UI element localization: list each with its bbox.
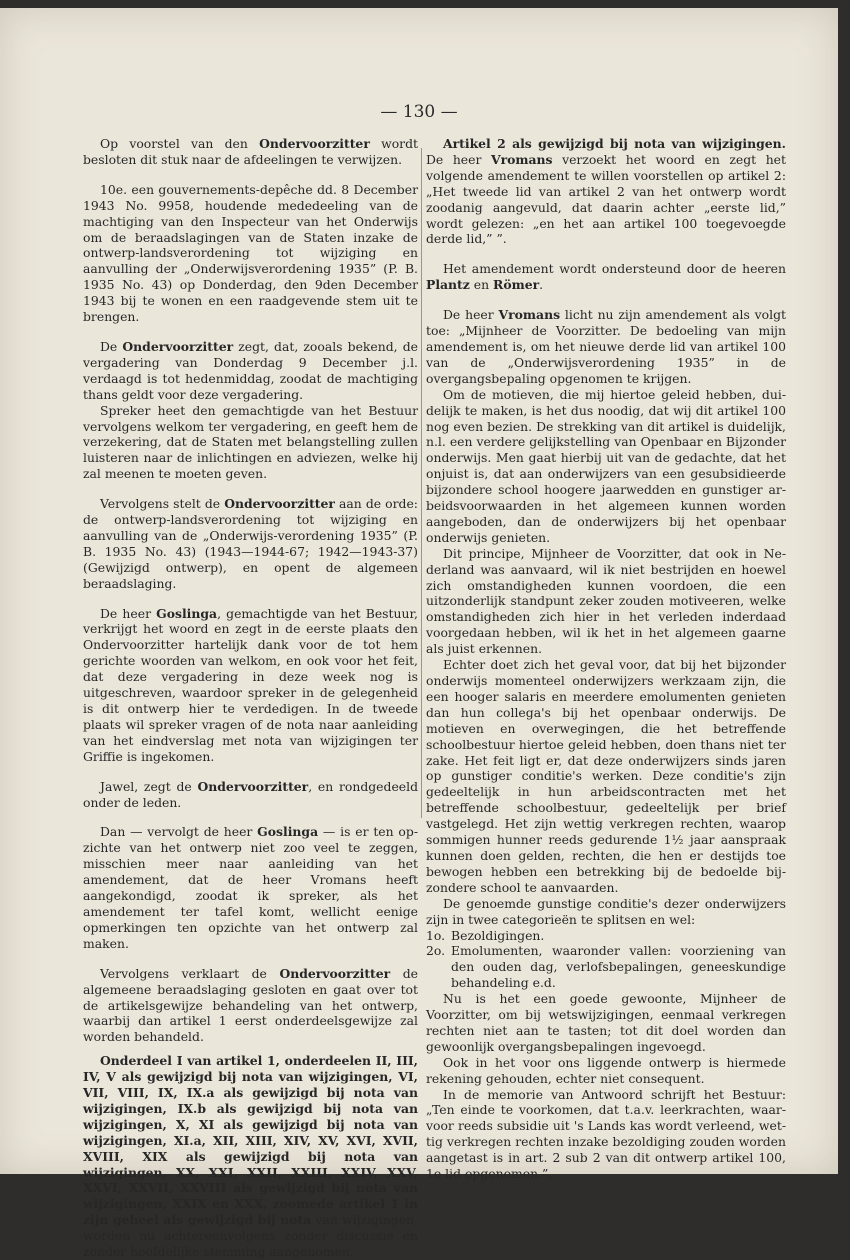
paragraph: In de memorie van Antwoord schrijft het Bestuur: „Ten einde te voorkomen, dat t.a.v. leerkrachten, waarvoor reeds subsidie uit 's Lands kas wordt verleend, wettig verkregen rechten inzake bezoldiging zouden worden aangetast is in art. 2 sub 2 van dit ontwerp artikel 100, 1e lid opgenomen.”. [426,1086,786,1182]
paragraph: Het amendement wordt ondersteund door de heeren Plantz en Römer. [426,261,786,293]
paragraph: Om de motieven, die mij hiertoe geleid hebben, duidelijk te maken, is het dus noodig, dat wij dit artikel 100 nog even bezien. De strekking van dit artikel is duidelijk, n.l. een verdere gelijkstelling van Openbaar en Bijzonder onderwijs. Men gaat hierbij uit van de gedachte, dat het onjuist is, dat aan onderwijzers van een gesubsidieerde bijzondere school hoogere jaarwedden en gunstiger arbeidsvoorwaarden in het algemeen kunnen worden aangeboden, dan de onderwijzers bij het openbaar onderwijs genieten. [426,386,786,545]
paragraph: De heer Goslinga, gemachtigde van het Bestuur, verkrijgt het woord en zegt in de eerste plaats den Ondervoorzitter hartelijk dank voor de tot hem gerichte woorden van welkom, en ook voor het feit, dat deze vergadering in deze week nog is uitgeschreven, waardoor spreker in de gelegenheid is dit ontwerp hier te verdedigen. In de tweede plaats wil spreker vragen of de nota naar aanleiding van het eindverslag met nota van wijzigingen ter Griffie is ingekomen. [83,605,418,764]
paragraph: Echter doet zich het geval voor, dat bij het bijzonder onderwijs momenteel onderwijzers werkzaam zijn, die een hooger salaris en meerdere emolumenten genieten dan hun collega's bij het openbaar onderwijs. De motieven en overwegingen, die het betreffende schoolbestuur hiertoe geleid hebben, doen thans niet ter zake. Het feit ligt er, dat deze onderwijzers sinds jaren op gunstiger conditie's werken. Deze conditie's zijn gedeeltelijk in hun arbeidscontracten met het betreffende schoolbestuur, gedeeltelijk per brief vastgelegd. Het zijn wettig verkregen rechten, waarop sommigen hunner reeds gedurende 1½ jaar aanspraak kunnen doen gelden, rechten, die hen er destijds toe bewogen hebben een betrekking bij de bedoelde bijzondere school te aanvaarden. [426,657,786,895]
paragraph: De Ondervoorzitter zegt, dat, zooals bekend, de vergadering van Donderdag 9 December j.l. verdaagd is tot hedenmiddag, zoodat de machtiging thans geldt voor deze vergadering. [83,338,418,402]
column-divider [421,148,422,818]
page-number: — 130 — [380,102,458,122]
paragraph: De genoemde gunstige conditie's dezer onderwijzers zijn in twee categorieën te splitsen en wel: [426,895,786,927]
left-column [83,136,418,1260]
paragraph: Jawel, zegt de Ondervoorzitter, en rondgedeeld onder de leden. [83,778,419,810]
paragraph: De heer Vromans licht nu zijn amendement als volgt toe: „Mijnheer de Voorzitter. De bedoeling van mijn amendement is, om het nieuwe derde lid van artikel 100 van de „Onderwijsverordening 1935” in de overgangsbepaling opgenomen te krijgen. [426,307,787,386]
paragraph: Ook in het voor ons liggende ontwerp is hiermede rekening gehouden, echter niet consequent. [426,1054,786,1086]
paragraph: 10e. een gouvernements-depêche dd. 8 December 1943 No. 9958, houdende mededeeling van de machtiging van den Inspecteur van het Onderwijs om de beraadslagingen van de Staten inzake de ontwerp-landsverordening tot wijziging en aanvulling der „Onderwijsverordening 1935” (P. B. 1935 No. 43) op Donderdag, den 9den December 1943 bij te wonen en een raadgevende stem uit te brengen. [83,181,418,325]
paragraph: Nu is het een goede gewoonte, Mijnheer de Voorzitter, om bij wetswijzigingen, eenmaal verkregen rechten niet aan te tasten; tot dit doel worden dan gewoonlijk overgangsbepalingen ingevoegd. [426,991,786,1054]
list-item: 2o. Emolumenten, waaronder vallen: voorziening van den ouden dag, verlofsbepalingen, geneeskundige behandeling e.d. [426,943,786,991]
right-column [426,136,786,1182]
paragraph: Op voorstel van den Ondervoorzitter wordt besloten dit stuk naar de afdeelingen te verwijzen. [83,136,418,167]
paragraph: Dan — vervolgt de heer Goslinga — is er ten opzichte van het ontwerp niet zoo veel te zeggen, misschien meer naar aanleiding van het amendement, dat de heer Vromans heeft aangekondigd, zoodat ik spreker, als het amendement ter tafel komt, wellicht eenige opmerkingen ten opzichte van het ontwerp zal maken. [83,824,418,951]
document-page [0,8,838,1260]
list-item: 1o. Bezoldigingen. [426,927,545,943]
paragraph: Onderdeel I van artikel 1, onderdeelen II, III, IV, V als gewijzigd bij nota van wijzigingen, VI, VII, VIII, IX, IX.a als gewijzigd bij nota van wijzigingen, IX.b als gewijzigd bij nota van wijzigingen, X, XI als gewijzigd bij nota van wijzigingen, XI.a, XII, XIII, XIV, XV, XVI, XVII, XVIII, XIX als gewijzigd bij nota van wijzigingen, XX, XXI, XXII, XXIII, XXIV, XXV, XXVI, XXVII, XXVIII als gewijzigd bij nota van wijzigingen, XXIX en XXX, zoomede artikel 1 in zijn geheel als gewijzigd bij nota van wijzigingen, worden nu achtereenvolgens zonder discussie en zonder hoofdelijke stemming aangenomen. [83,1053,418,1260]
paragraph: Dit principe, Mijnheer de Voorzitter, dat ook in Nederland was aanvaard, wil ik niet bestrijden en hoewel zich omstandigheden kunnen voordoen, die een uitzonderlijk standpunt zeker zouden motiveeren, welke omstandigheden zich hier in het verleden inderdaad voorgedaan hebben, wil ik het in het algemeen gaarne als juist erkennen. [426,545,786,657]
paragraph: Vervolgens verklaart de Ondervoorzitter de algemeene beraadslaging gesloten en gaat over tot de artikelsgewijze behandeling van het ontwerp, waarbij dan artikel 1 eerst onderdeelsgewijze zal worden behandeld. [83,965,419,1045]
paragraph: Spreker heet den gemachtigde van het Bestuur vervolgens welkom ter vergadering, en geeft hem de verzekering, dat de Staten met belangstelling zullen luisteren naar de inlichtingen en adviezen, welke hij zal meenen te moeten geven. [83,402,418,482]
paragraph: Vervolgens stelt de Ondervoorzitter aan de orde: de ontwerp-landsverordening tot wijziging en aanvulling van de „Onderwijs-verordening 1935” (P. B. 1935 No. 43) (1943—1944-67; 1942—1943-37) (Gewijzigd ontwerp), en opent de algemeen beraadslaging. [83,496,418,591]
paragraph: Artikel 2 als gewijzigd bij nota van wijzigingen. De heer Vromans verzoekt het woord en zegt het volgende amendement te willen voorstellen op artikel 2: „Het tweede lid van artikel 2 van het ontwerp wordt zoodanig aangevuld, dat daarin achter „eerste lid,” wordt gelezen: „en het aan artikel 100 toegevoegde derde lid,” ”. [426,136,786,247]
